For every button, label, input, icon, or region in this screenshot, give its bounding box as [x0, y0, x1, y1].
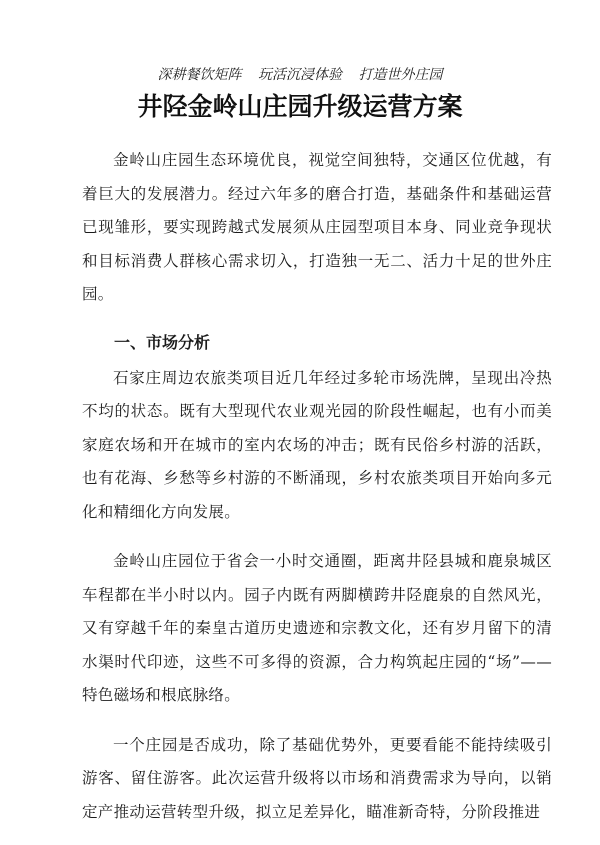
subtitle-part: 玩活沉浸体验 [258, 67, 342, 83]
subtitle-part: 打造世外庄园 [358, 67, 443, 83]
document-title: 井陉金岭山庄园升级运营方案 [137, 92, 463, 121]
section-heading-market-analysis: 一、市场分析 [114, 332, 211, 352]
document-body [82, 144, 552, 845]
market-paragraph-1: 石家庄周边农旅类项目近几年经过多轮市场洗牌，呈现出冷热不均的状态。既有大型现代农业观光园的阶段性崛起，也有小而美家庭农场和开在城市的室内农场的冲击；既有民俗乡村游的活跃，也有花海、乡愁等乡村游的不断涌现，乡村农旅类项目开始向多元化和精细化方向发展。 [82, 368, 552, 521]
subtitle [0, 64, 600, 84]
market-paragraph-2: 金岭山庄园位于省会一小时交通圈，距离井陉县城和鹿泉城区车程都在半小时以内。园子内既有两脚横跨井陉鹿泉的自然风光，又有穿越千年的秦皇古道历史遗迹和宗教文化，还有岁月留下的清水渠时代印迹，这些不可多得的资源，合力构筑起庄园的“场”——特色磁场和根底脉络。 [82, 552, 552, 704]
market-paragraph-3: 一个庄园是否成功，除了基础优势外，更要看能不能持续吸引游客、留住游客。此次运营升级将以市场和消费需求为导向，以销定产推动运营转型升级，拟立足差异化，瞄准新奇特，分阶段推进 [82, 735, 552, 821]
subtitle-part: 深耕餐饮矩阵 [157, 67, 242, 83]
intro-paragraph: 金岭山庄园生态环境优良，视觉空间独特，交通区位优越，有着巨大的发展潜力。经过六年多的磨合打造，基础条件和基础运营已现雏形，要实现跨越式发展须从庄园型项目本身、同业竞争现状和目标消费人群核心需求切入，打造独一无二、活力十足的世外庄园。 [82, 151, 552, 303]
